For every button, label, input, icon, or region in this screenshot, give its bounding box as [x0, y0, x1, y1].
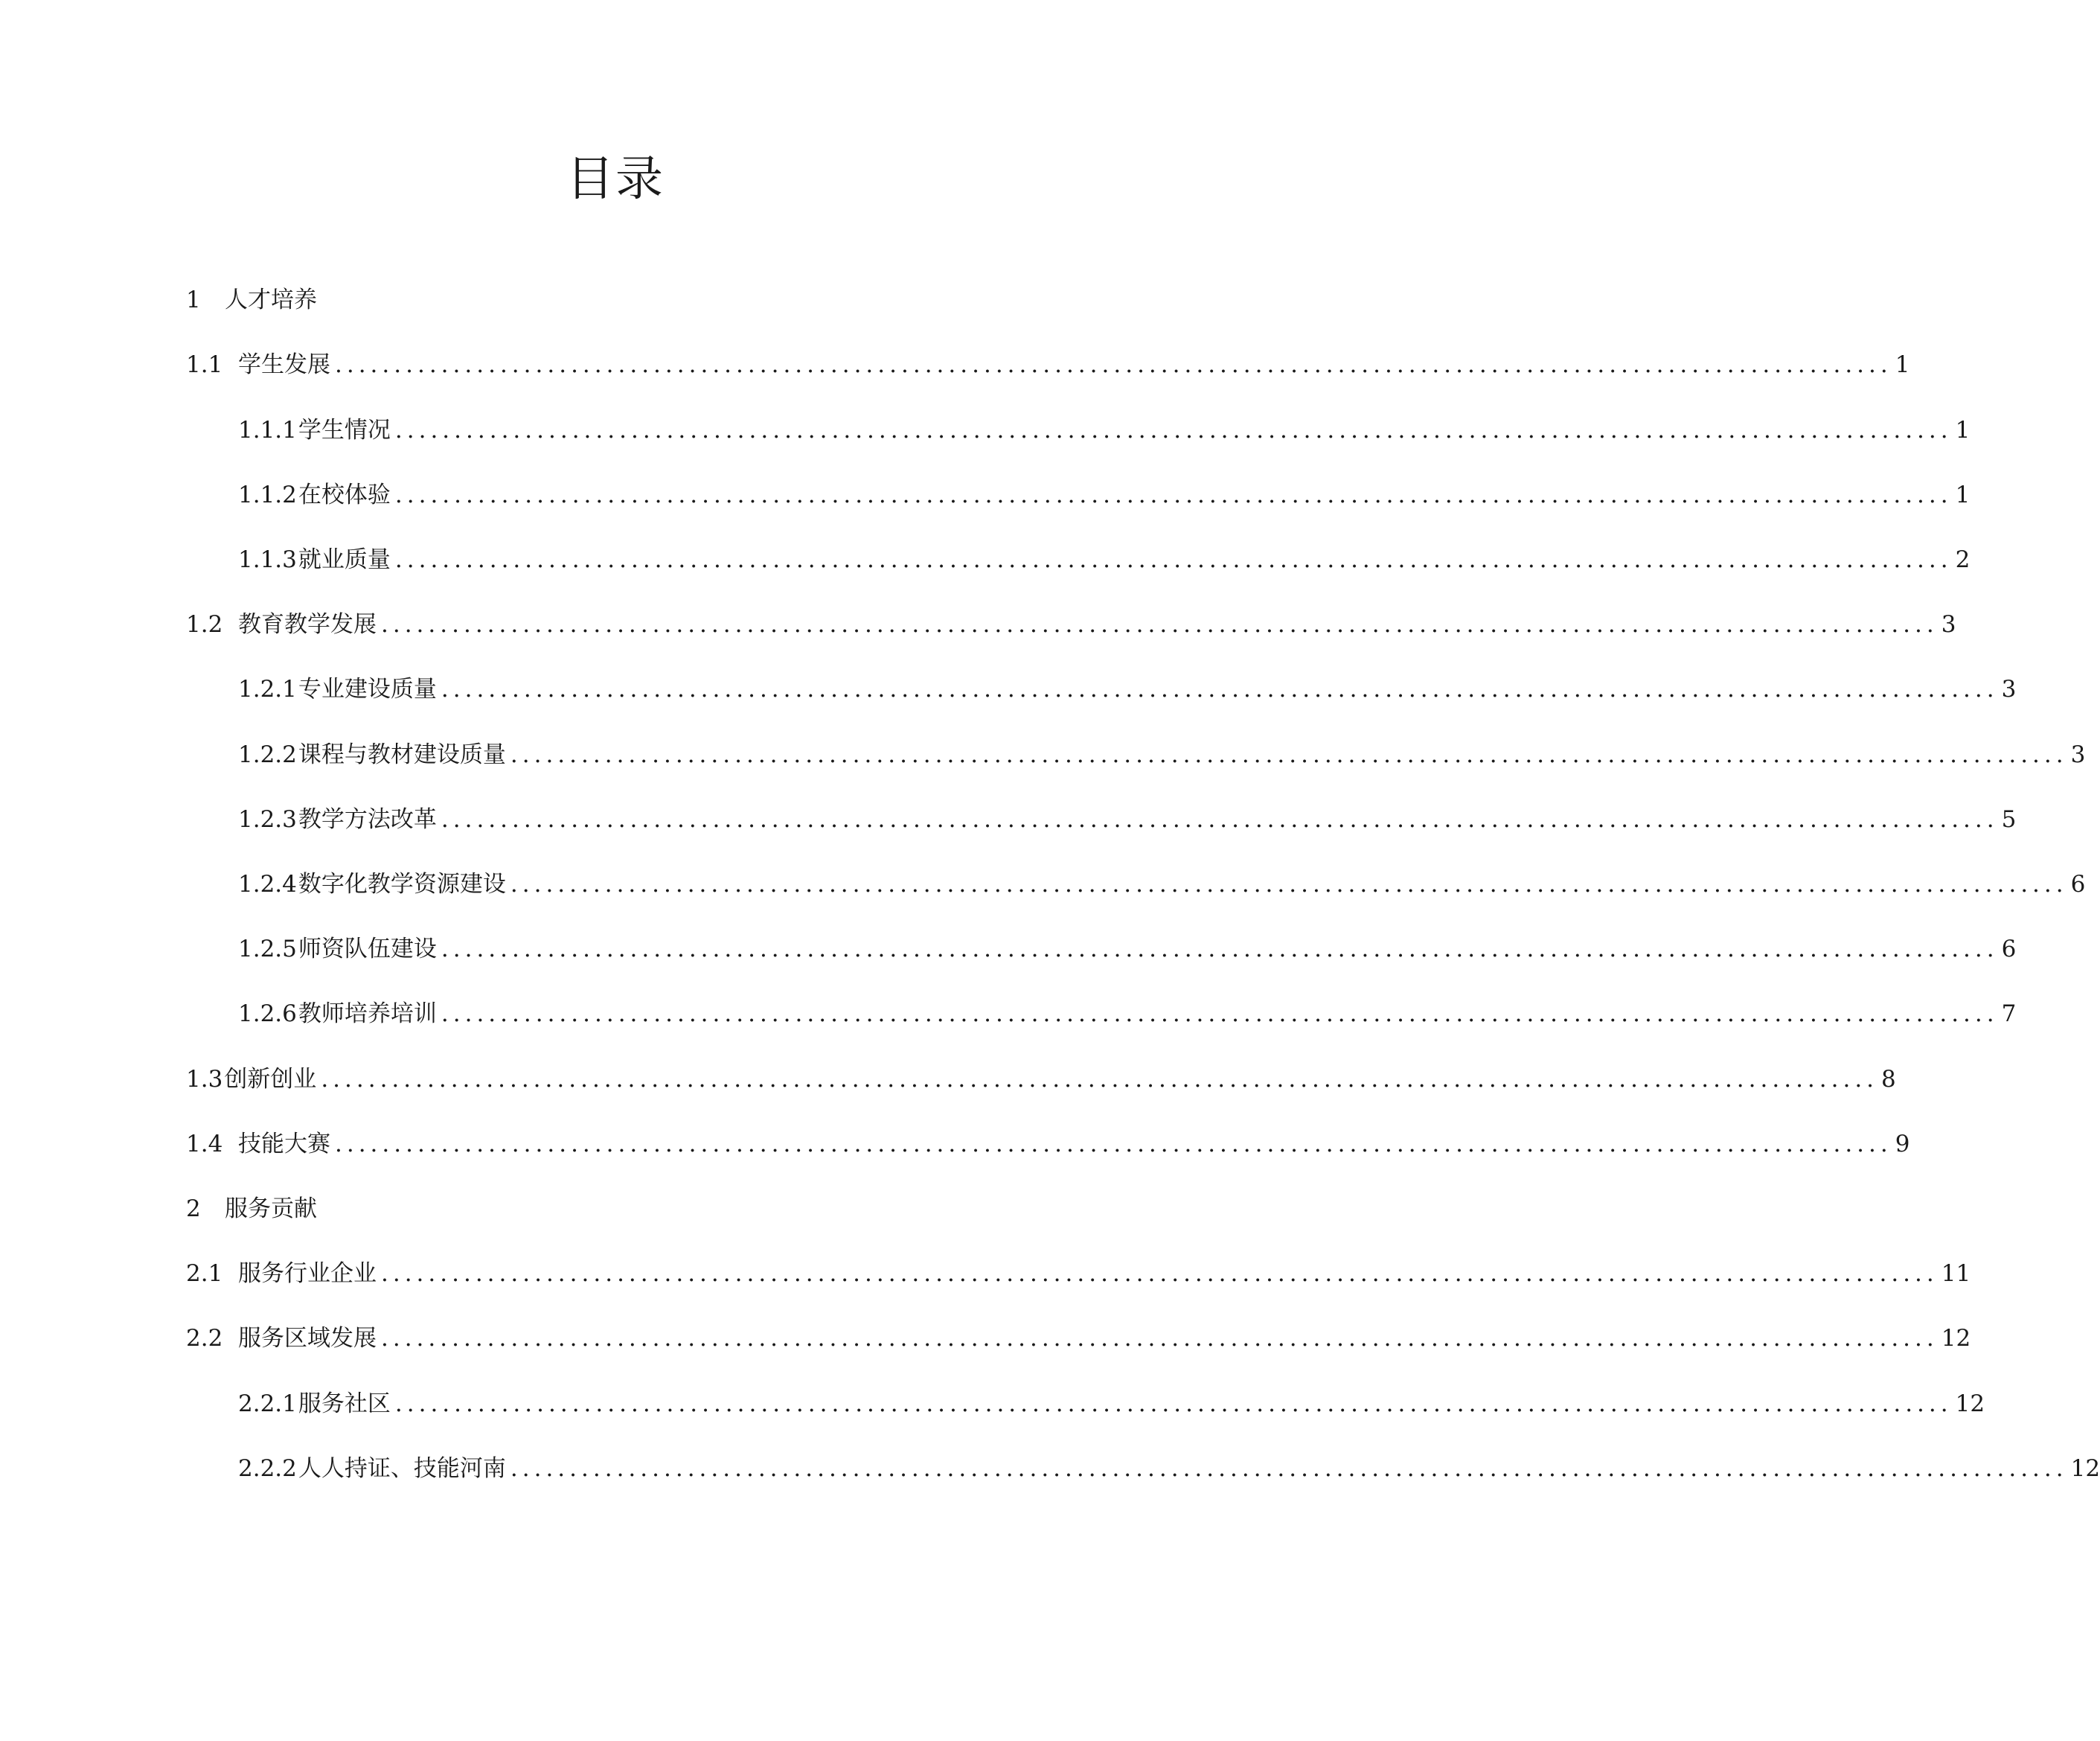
- toc-label: 专业建设质量: [298, 676, 437, 703]
- toc-page-number: 1: [1955, 417, 1971, 444]
- toc-page-number: 6: [2070, 871, 2086, 898]
- toc-label: 技能大赛: [238, 1131, 330, 1157]
- toc-number: 2.2.2: [238, 1455, 297, 1482]
- toc-leader-dots: ....................................................................................................................................: [510, 871, 2068, 898]
- toc-label: 人才培养: [225, 287, 317, 313]
- toc-entry-1-1-3[interactable]: [238, 541, 1971, 578]
- toc-page-number: 12: [2070, 1455, 2100, 1482]
- toc-leader-dots: ....................................................................................................................................: [381, 1260, 1939, 1287]
- toc-label: 师资队伍建设: [298, 936, 437, 962]
- toc-number: 1.4: [186, 1131, 223, 1157]
- toc-label: 学生发展: [238, 351, 330, 378]
- toc-leader-dots: ....................................................................................................................................: [335, 351, 1892, 378]
- toc-label: 学生情况: [298, 417, 391, 444]
- toc-label: 创新创业: [224, 1066, 317, 1093]
- toc-page-number: 2: [1955, 546, 1971, 573]
- toc-number: 1.1.2: [238, 482, 297, 508]
- toc-number: 1.3: [186, 1066, 223, 1093]
- toc-entry-1-2-5[interactable]: [238, 930, 2017, 968]
- toc-entry-1-3[interactable]: [186, 1061, 1896, 1098]
- toc-label: 服务贡献: [225, 1195, 317, 1222]
- toc-page-number: 8: [1881, 1066, 1896, 1093]
- toc-number: 1.2.6: [238, 1000, 297, 1027]
- toc-page-number: 6: [2001, 936, 2017, 962]
- toc-number: 1.1.1: [238, 417, 297, 444]
- toc-number: 2.2: [186, 1325, 223, 1352]
- toc-label: 数字化教学资源建设: [298, 871, 506, 898]
- toc-page-number: 12: [1955, 1390, 1985, 1417]
- toc-page-number: 12: [1941, 1325, 1971, 1352]
- toc-leader-dots: ....................................................................................................................................: [381, 1325, 1939, 1352]
- toc-leader-dots: ....................................................................................................................................: [394, 546, 1953, 573]
- toc-leader-dots: ....................................................................................................................................: [441, 676, 1999, 703]
- toc-chapter-2[interactable]: [186, 1190, 317, 1227]
- toc-entry-1-2-3[interactable]: [238, 801, 2017, 838]
- toc-page-number: 3: [1941, 611, 1956, 638]
- toc-entry-2-2-2[interactable]: [238, 1450, 2100, 1487]
- toc-number: 1.2.4: [238, 871, 297, 898]
- toc-entry-1-2[interactable]: [186, 606, 1956, 643]
- toc-label: 教育教学发展: [238, 611, 377, 638]
- toc-page-number: 1: [1955, 482, 1971, 508]
- toc-number: 1: [186, 287, 201, 313]
- toc-leader-dots: ....................................................................................................................................: [394, 1390, 1953, 1417]
- toc-chapter-1[interactable]: [186, 281, 317, 319]
- toc-leader-dots: ....................................................................................................................................: [335, 1131, 1892, 1157]
- toc-leader-dots: ....................................................................................................................................: [441, 936, 1999, 962]
- toc-label: 服务行业企业: [238, 1260, 377, 1287]
- toc-number: 2.2.1: [238, 1390, 297, 1417]
- toc-entry-1-4[interactable]: [186, 1125, 1910, 1163]
- toc-leader-dots: ....................................................................................................................................: [510, 741, 2068, 768]
- toc-leader-dots: ....................................................................................................................................: [321, 1066, 1879, 1093]
- toc-entry-2-2[interactable]: [186, 1320, 1971, 1357]
- toc-leader-dots: ....................................................................................................................................: [441, 806, 1999, 833]
- toc-page-number: 7: [2001, 1000, 2017, 1027]
- toc-label: 教学方法改革: [298, 806, 437, 833]
- toc-entry-1-1[interactable]: [186, 346, 1910, 383]
- toc-label: 人人持证、技能河南: [298, 1455, 506, 1482]
- toc-number: 1.1: [186, 351, 223, 378]
- toc-label: 在校体验: [298, 482, 391, 508]
- toc-page-number: 1: [1895, 351, 1910, 378]
- toc-entry-1-2-2[interactable]: [238, 736, 2086, 773]
- toc-number: 1.2.3: [238, 806, 297, 833]
- toc-number: 1.1.3: [238, 546, 297, 573]
- toc-page-number: 9: [1895, 1131, 1910, 1157]
- toc-label: 服务区域发展: [238, 1325, 377, 1352]
- toc-entry-2-2-1[interactable]: [238, 1385, 1985, 1422]
- toc-entry-1-1-2[interactable]: [238, 476, 1971, 514]
- toc-label: 教师培养培训: [298, 1000, 437, 1027]
- toc-label: 课程与教材建设质量: [298, 741, 506, 768]
- toc-number: 1.2.5: [238, 936, 297, 962]
- toc-number: 1.2.2: [238, 741, 297, 768]
- toc-entry-1-2-1[interactable]: [238, 671, 2017, 708]
- toc-leader-dots: ....................................................................................................................................: [394, 482, 1953, 508]
- toc-entry-1-2-6[interactable]: [238, 995, 2017, 1032]
- toc-page-number: 3: [2070, 741, 2086, 768]
- toc-page-number: 5: [2001, 806, 2017, 833]
- toc-number: 2: [186, 1195, 201, 1222]
- toc-label: 服务社区: [298, 1390, 391, 1417]
- toc-number: 1.2.1: [238, 676, 297, 703]
- toc-leader-dots: ....................................................................................................................................: [441, 1000, 1999, 1027]
- page-title: 目录: [566, 152, 665, 207]
- toc-label: 就业质量: [298, 546, 391, 573]
- toc-entry-2-1[interactable]: [186, 1255, 1971, 1292]
- toc-leader-dots: ....................................................................................................................................: [394, 417, 1953, 444]
- toc-leader-dots: ....................................................................................................................................: [510, 1455, 2068, 1482]
- toc-page-number: 11: [1941, 1260, 1971, 1287]
- toc-number: 2.1: [186, 1260, 223, 1287]
- toc-leader-dots: ....................................................................................................................................: [381, 611, 1939, 638]
- toc-page-number: 3: [2001, 676, 2017, 703]
- toc-number: 1.2: [186, 611, 223, 638]
- toc-entry-1-1-1[interactable]: [238, 412, 1971, 449]
- toc-entry-1-2-4[interactable]: [238, 866, 2086, 903]
